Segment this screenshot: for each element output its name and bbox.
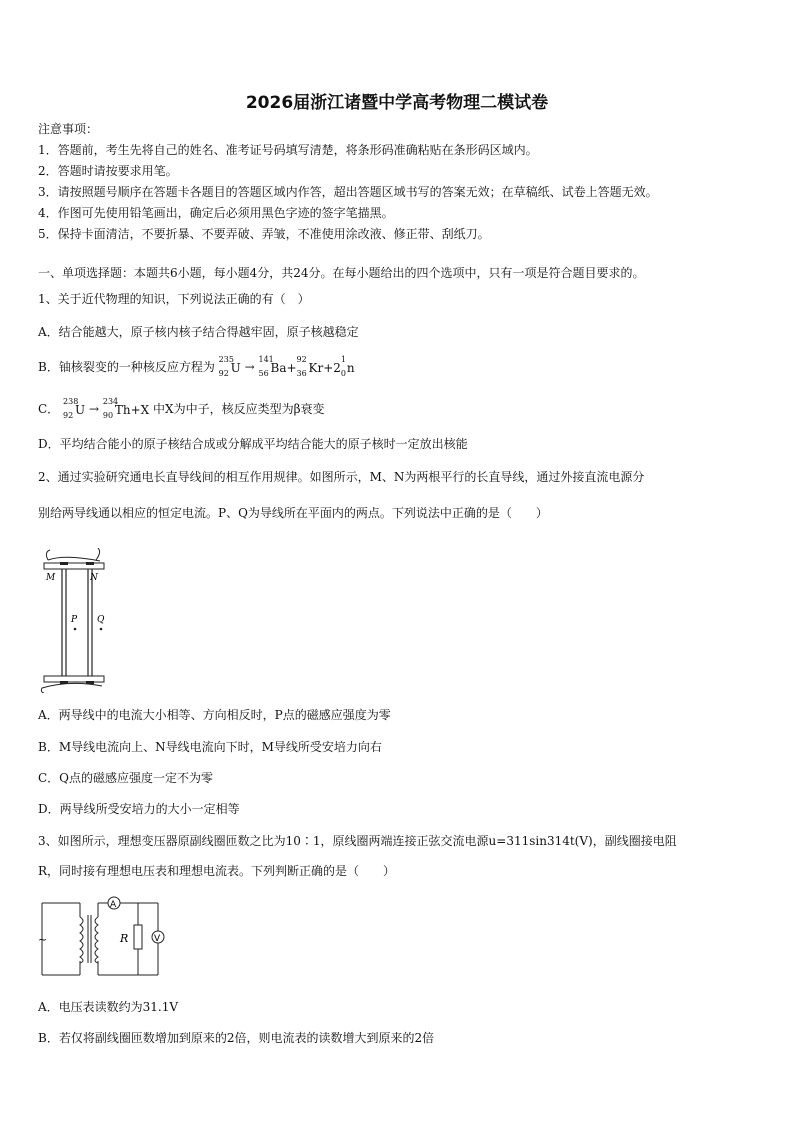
nuclide-kr92: 92 36 Kr+2 (296, 354, 341, 378)
notice-heading: 注意事项： (38, 122, 99, 136)
q3-option-b: B．若仅将副线圈匝数增加到原来的2倍，则电流表的读数增大到原来的2倍 (38, 1031, 435, 1045)
q1-stem: 1、关于近代物理的知识，下列说法正确的有（ ） (38, 292, 310, 306)
q3-stem-line2: R，同时接有理想电压表和理想电流表。下列判断正确的是（ ） (38, 864, 396, 878)
q3-stem-line1: 3、如图所示，理想变压器原副线圈匝数之比为10∶1，原线圈两端连接正弦交流电源u=311sin314t(V)，副线圈接电阻 (38, 834, 677, 848)
q1-option-d: D．平均结合能小的原子核结合成或分解成平均结合能大的原子核时一定放出核能 (38, 437, 468, 451)
reaction-arrow: → (88, 402, 100, 416)
q2-figure-parallel-wires (40, 548, 120, 693)
label-m: M (46, 573, 56, 583)
label-p: P (71, 615, 78, 625)
notice-item-3: 3．请按照题号顺序在答题卡各题目的答题区域内作答，超出答题区域书写的答案无效；在草稿纸、试卷上答题无效。 (38, 185, 658, 199)
q1-option-c-text: 中X为中子，核反应类型为β衰变 (153, 402, 325, 416)
q3-option-a: A．电压表读数约为31.1V (38, 1000, 179, 1014)
nuclide-ba141: 141 56 Ba+ (258, 354, 297, 378)
q2-option-b: B．M导线电流向上、N导线电流向下时，M导线所受安培力向右 (38, 740, 382, 754)
nuclide-u235: 235 92 U (218, 354, 241, 378)
q2-option-c: C．Q点的磁感应强度一定不为零 (38, 771, 214, 785)
resistor-icon (134, 925, 142, 949)
notice-item-5: 5．保持卡面清洁，不要折暴、不要弄破、弄皱，不准使用涂改液、修正带、刮纸刀。 (38, 227, 490, 241)
q2-stem-line2: 别给两导线通以相应的恒定电流。P、Q为导线所在平面内的两点。下列说法中正确的是（ ） (38, 506, 548, 520)
voltmeter-label: V (154, 934, 161, 944)
resistor-label: R (120, 932, 129, 945)
nuclide-th234: 234 90 Th+X (102, 396, 150, 420)
q3-figure-transformer-circuit (38, 895, 178, 980)
q1-option-c-prefix: C． (38, 402, 60, 416)
point-p (74, 628, 77, 631)
q1-option-c (38, 396, 325, 420)
notice-item-1: 1．答题前，考生先将自己的姓名、准考证号码填写清楚，将条形码准确粘贴在条形码区域内。 (38, 143, 538, 157)
nuclide-u238: 238 92 U (63, 396, 86, 420)
label-q: Q (97, 615, 105, 625)
reaction-arrow: → (244, 360, 255, 374)
label-n: N (90, 573, 98, 583)
q1-option-b (38, 354, 355, 378)
ammeter-label: A (110, 900, 117, 910)
point-q (100, 628, 103, 631)
notice-item-4: 4．作图可先使用铅笔画出，确定后必须用黑色字迹的签字笔描黑。 (38, 206, 394, 220)
notice-item-2: 2．答题时请按要求用笔。 (38, 164, 178, 178)
q1-option-a: A．结合能越大，原子核内核子结合得越牢固，原子核越稳定 (38, 325, 359, 339)
q2-option-d: D．两导线所受安培力的大小一定相等 (38, 802, 240, 816)
q2-option-a: A．两导线中的电流大小相等、方向相反时，P点的磁感应强度为零 (38, 708, 391, 722)
section-heading: 一、单项选择题：本题共6小题，每小题4分，共24分。在每小题给出的四个选项中，只有一项是符合题目要求的。 (38, 266, 645, 280)
q2-stem-line1: 2、通过实验研究通电长直导线间的相互作用规律。如图所示，M、N为两根平行的长直导线，通过外接直流电源分 (38, 470, 645, 484)
page-title: 2026届浙江诸暨中学高考物理二模试卷 (245, 93, 549, 113)
nuclide-neutron: 1 0 n (340, 354, 355, 378)
ac-source-icon: ~ (38, 933, 48, 946)
q1-option-b-text: B．铀核裂变的一种核反应方程为 (38, 360, 215, 374)
